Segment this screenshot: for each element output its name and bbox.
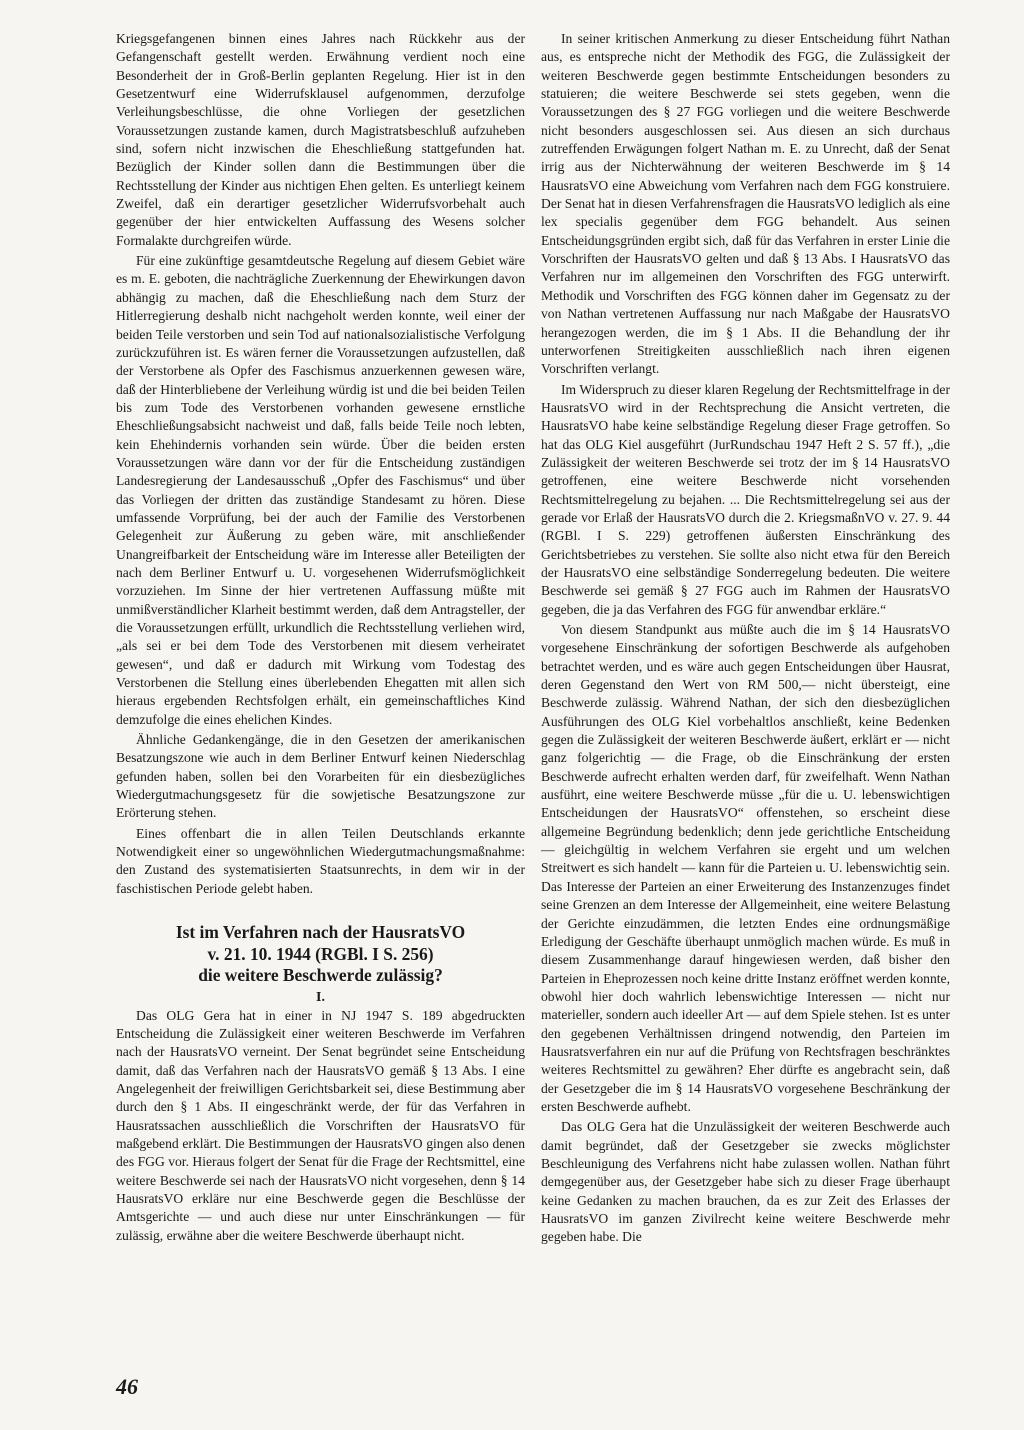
paragraph: Von diesem Standpunkt aus müßte auch die im § 14 HausratsVO vorgesehene Einschränkung der sofortigen Beschwerde als aufgehoben betrachtet werden, und es wäre auch gegen Entscheidungen über Hausrat, deren Gegenstand den Wert von RM 500,— nicht übersteigt, eine Beschwerde zulässig. Während Nathan, der sich den diesbezüglichen Ausführungen des OLG Kiel vorbehaltlos anschließt, keine Bedenken gegen die Zulässigkeit der weiteren Beschwerde äußert, erklärt er — nicht ganz folgerichtig — die Frage, ob die Einschränkung der ersten Beschwerde aufrecht erhalten werden darf, für zweifelhaft. Wenn Nathan ausführt, eine weitere Beschwerde müsse „für die u. U. lebenswichtigen Entscheidungen der HausratsVO“ offenstehen, so erscheint diese allgemeine Begründung bedenklich; denn jede gerichtliche Entscheidung — gleichgültig in welchem Verfahren sie ergeht und um welchen Streitwert es sich handelt — kann für die Parteien u. U. lebenswichtig sein. Das Interesse der Parteien an einer Erweiterung des Instanzenzuges findet seine Grenzen an dem Interesse der Allgemeinheit, eine weitere Belastung der Gerichte einzudämmen, die letzten Endes eine ordnungsmäßige Erledigung der Geschäfte überhaupt unmöglich machen würde. Es muß in diesem Zusammenhange darauf hingewiesen werden, daß bisher den Parteien in Eheprozessen noch keine dritte Instanz eröffnet werden konnte, obwohl hier doch wahrlich lebenswichtige Interessen — nicht nur materieller, sondern auch ideeller Art — auf dem Spiele stehen. Ist es unter den gegebenen Verhältnissen dringend notwendig, den Parteien im Hausratsverfahren ein nur auf die Prüfung von Rechtsfragen beschränktes weiteres Rechtsmittel zu gewähren? Eher dürfte es angebracht sein, daß der Gesetzgeber die im § 14 HausratsVO vorgesehene Beschränkung der ersten Beschwerde aufhebt. — [541, 622, 950, 1114]
section-number: I. — [316, 989, 325, 1005]
paragraph: In seiner kritischen Anmerkung zu dieser Entscheidung führt Nathan aus, es entspreche nicht der Methodik des FGG, die Zulässigkeit der weiteren Beschwerde gegen bestimmte Entscheidungen besonders zu statuieren; die weitere Beschwerde sei stets gegeben, wenn die Voraussetzungen des § 27 FGG vorliegen und die weitere Beschwerde nicht besonders ausgeschlossen sei. Aus diesen an sich durchaus zutreffenden Erwägungen folgert Nathan m. E. zu Unrecht, daß der Senat irrig aus der Nichterwähnung der weiteren Beschwerde im § 14 HausratsVO eine Abweichung vom Verfahren nach dem FGG konstruiere. Der Senat hat in diesen Verfahrensfragen die HausratsVO lediglich als eine lex specialis gegenüber dem FGG behandelt. Aus seinen Entscheidungsgründen ergibt sich, daß für das Verfahren in erster Linie die Vorschriften der HausratsVO gelten und daß § 13 Abs. I HausratsVO das Verfahren nur im allgemeinen den Vorschriften des FGG unterwirft. Methodik und Vorschriften des FGG können daher im Gegensatz zu der von Nathan vertretenen Auffassung nur nach Maßgabe der HausratsVO herangezogen werden, die im § 1 Abs. II die Behandlung der ihr unterworfenen Streitigkeiten ausschließlich nach ihren eigenen Vorschriften verlangt. — [541, 31, 950, 377]
paragraph: Ähnliche Gedankengänge, die in den Gesetzen der amerikanischen Besatzungszone wie auch in dem Berliner Entwurf keinen Niederschlag gefunden haben, sollen bei den Vorarbeiten für ein diesbezügliches Wiedergutmachungsgesetz für die sowjetische Besatzungszone zur Erörterung stehen. — [116, 732, 525, 821]
paragraph: Für eine zukünftige gesamtdeutsche Regelung auf diesem Gebiet wäre es m. E. geboten, die nachträgliche Zuerkennung der Ehewirkungen davon abhängig zu machen, daß die Eheschließung nach dem Sturz der Hitlerregierung deshalb nicht nachgeholt werden konnte, weil einer der beiden Teile verstorben und sein Tod auf nationalsozialistische Verfolgung zurückzuführen ist. Es wären ferner die Voraussetzungen aufzustellen, daß der Verstorbene als Opfer des Faschismus anzuerkennen gewesen wäre, daß der Hinterbliebene der Verleihung würdig ist und die bei beiden Teilen bis zum Tode des Verstorbenen vorhanden gewesene ernstliche Eheschließungsabsicht nachweist und daß, falls beide Teile noch lebten, kein Ehehindernis vorhanden sein würde. Über die beiden ersten Voraussetzungen wäre dann vor der für die Entscheidung zuständigen Landesregierung der Landesausschuß „Opfer des Faschismus“ und über das Vorliegen der dritten das zuständige Standesamt zu hören. Diese umfassende Vorprüfung, bei der auch der Familie des Verstorbenen Gelegenheit zur Äußerung zu geben wäre, mit anschließender Unangreifbarkeit der Entscheidung wäre im Interesse aller Beteiligten der nach dem Berliner Entwurf u. U. vorgesehenen Widerrufsmöglichkeit vorzuziehen. Im Sinne der hier vertretenen Auffassung müßte mit unmißverständlicher Klarheit bestimmt werden, daß dem Antragsteller, der die Voraussetzungen erfüllt, urkundlich die Rechtsstellung verliehen wird, „als sei er bei dem Tode des Verstorbenen mit diesem verheiratet gewesen“, und daß er dadurch mit Wirkung vom Todestag des Verstorbenen die Stellung eines überlebenden Ehegatten mit allen sich hieraus ergebenden Rechtsfolgen erhält, ein gemeinschaftliches Kind demzufolge die eines ehelichen Kindes. — [116, 253, 525, 727]
paragraph: Das OLG Gera hat die Unzulässigkeit der weiteren Beschwerde auch damit begründet, daß der Gesetzgeber sie zwecks möglichster Beschleunigung des Verfahrens nicht habe zulassen wollen. Nathan führt demgegenüber aus, der Gesetzgeber habe sich zu dieser Frage überhaupt keine Gedanken zu machen brauchen, da es zur Zeit des Erlasses der HausratsVO im ganzen Zivilrecht keine weitere Beschwerde mehr gegeben habe. Die — [541, 1119, 950, 1245]
paragraph: Im Widerspruch zu dieser klaren Regelung der Rechtsmittelfrage in der HausratsVO wird in der Rechtsprechung die Ansicht vertreten, die HausratsVO habe keine selbständige Regelung dieser Frage getroffen. So hat das OLG Kiel ausgeführt (JurRundschau 1947 Heft 2 S. 57 ff.), „die Zulässigkeit der weiteren Beschwerde sei trotz der im § 14 HausratsVO getroffenen, eine weitere Beschwerde nicht vorsehenden Rechtsmittelregelung zu bejahen. ... Die Rechtsmittelregelung sei aus der gerade vor Erlaß der HausratsVO durch die 2. KriegsmaßnVO v. 27. 9. 44 (RGBl. I S. 229) getroffenen äußersten Einschränkung des Gerichtsbetriebes zu verstehen. Sie sollte also nicht etwa für den Bereich der HausratsVO eine selbständige Sonderregelung bedeuten. Die weitere Beschwerde sei gemäß § 27 FGG auch im Rahmen der HausratsVO gegeben, die ja das Verfahren des FGG für anwendbar erkläre.“ — [541, 381, 950, 617]
heading-line: Ist im Verfahren nach der HausratsVO — [175, 922, 466, 943]
right-column — [541, 30, 950, 1247]
page-number: 46 — [116, 1374, 138, 1399]
heading-line: v. 21. 10. 1944 (RGBl. I S. 256) — [207, 943, 434, 964]
heading-line: die weitere Beschwerde zulässig? — [198, 965, 443, 986]
paragraph: Das OLG Gera hat in einer in NJ 1947 S. 189 abgedruckten Entscheidung die Zulässigkeit einer weiteren Beschwerde im Verfahren nach der HausratsVO verneint. Der Senat begründet seine Entscheidung damit, daß das Verfahren nach der HausratsVO gemäß § 13 Abs. I eine Angelegenheit der freiwilligen Gerichtsbarkeit sei, diese Bestimmung aber durch den § 1 Abs. II eingeschränkt werde, der für das Verfahren in Hausratssachen ausschließlich die Vorschriften der HausratsVO für maßgebend erklärt. Die Bestimmungen der HausratsVO gingen also denen des FGG vor. Hieraus folgert der Senat für die Frage der Rechtsmittel, eine weitere Beschwerde sei nach der HausratsVO nicht vorgesehen, denn § 14 HausratsVO erkläre nur eine Beschwerde gegen die Beschlüsse der Amtsgerichte — und auch diese nur unter Einschränkungen — für zulässig, erwähne aber die weitere Beschwerde überhaupt nicht. — [116, 1007, 525, 1243]
paragraph: Kriegsgefangenen binnen eines Jahres nach Rückkehr aus der Gefangenschaft gestellt werden. Erwähnung verdient noch eine Besonderheit der in Groß-Berlin geplanten Regelung. Hier ist in den Gesetzentwurf eine Widerrufsklausel aufgenommen, derzufolge Verleihungsbeschlüsse, die ohne Vorliegen der gesetzlichen Voraussetzungen zustande kamen, durch Magistratsbeschluß aufzuheben sind, sofern nicht inzwischen die Eheschließung stattgefunden hat. Bezüglich der Kinder sollen dann die Bestimmungen über die Rechtsstellung der Kinder aus nichtigen Ehen gelten. Es unterliegt keinem Zweifel, daß ein derartiger gesetzlicher Widerrufsvorbehalt auch gegenüber der hier entwickelten Auffassung des Wesens solcher Formalakte durchgreifen würde. — [116, 31, 525, 248]
paragraph: Eines offenbart die in allen Teilen Deutschlands erkannte Notwendigkeit einer so ungewöhnlichen Wiedergutmachungsmaßnahme: den Zustand des systematisierten Staatsunrechts, in dem wir in der faschistischen Periode gelebt haben. — [116, 825, 525, 896]
section-heading — [116, 922, 525, 1007]
left-column — [116, 30, 525, 1245]
